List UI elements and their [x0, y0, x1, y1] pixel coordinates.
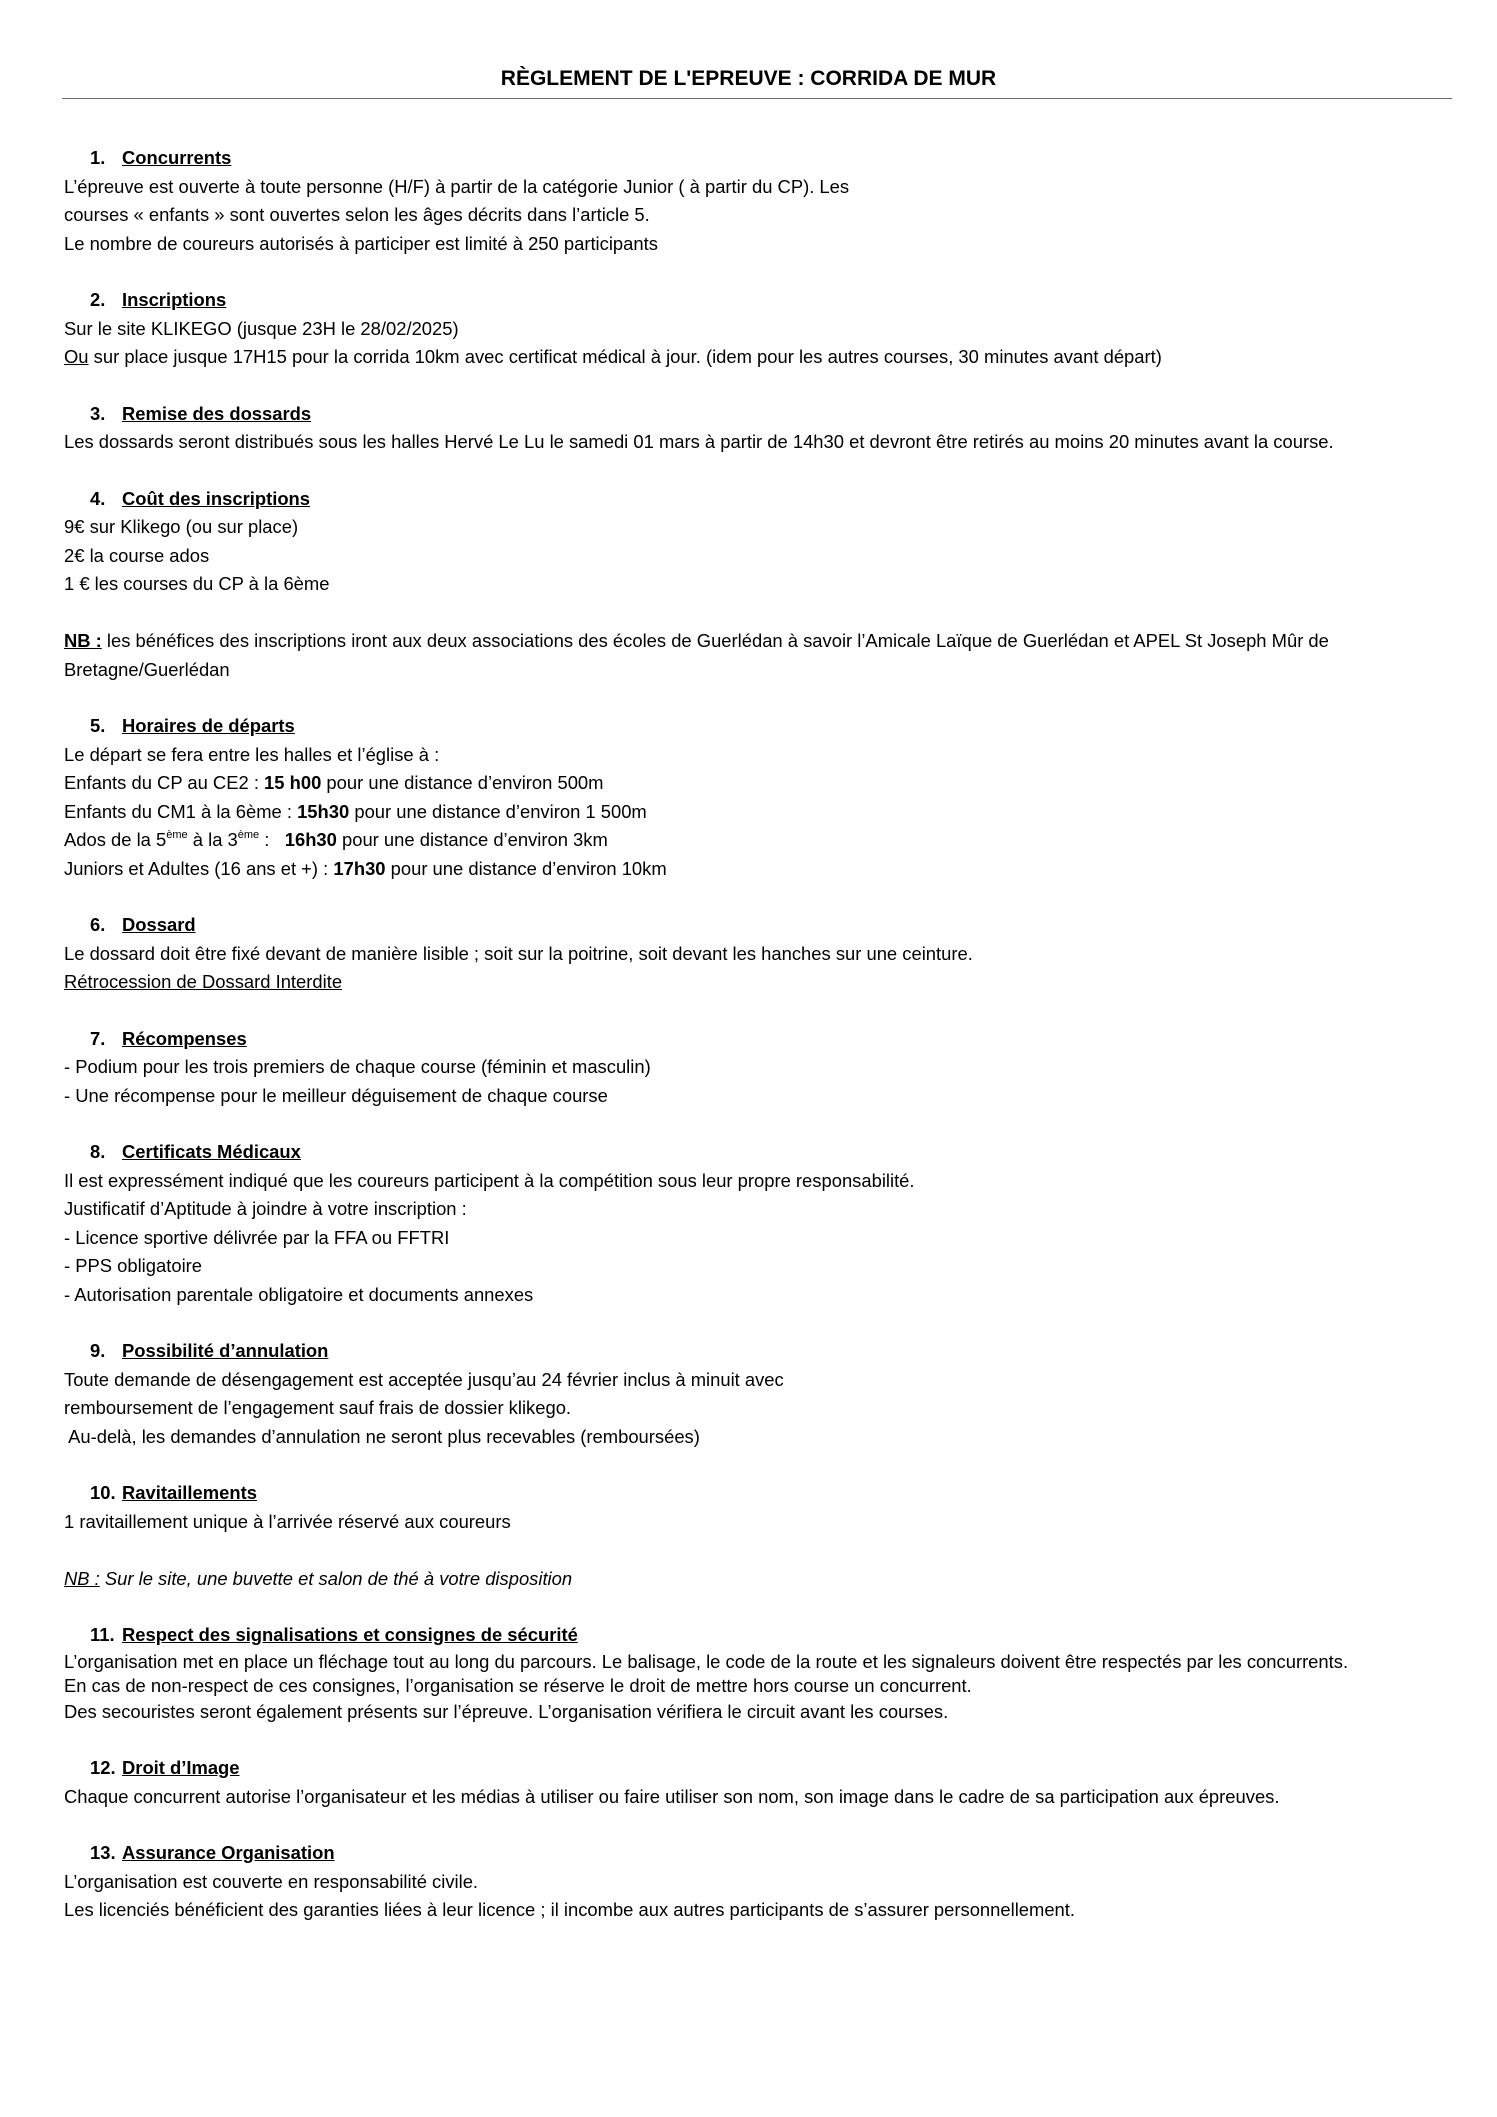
- start-time: 17h30: [333, 857, 386, 879]
- paragraph-line: L’organisation est couverte en responsabilité civile.: [64, 1870, 479, 1892]
- nb-note: [64, 1565, 1444, 1594]
- paragraph-line: Chaque concurrent autorise l’organisateur et les médias à utiliser ou faire utiliser son nom, son image dans le cadre de sa participation aux épreuves.: [64, 1785, 1280, 1807]
- section-title: Concurrents: [122, 147, 232, 168]
- section-heading: [64, 1621, 1444, 1650]
- list-item: - Licence sportive délivrée par la FFA ou FFTRI: [64, 1226, 450, 1248]
- section-title: Respect des signalisations et consignes de sécurité: [122, 1624, 578, 1645]
- section-heading: [64, 1839, 1444, 1868]
- paragraph-line: Justificatif d’Aptitude à joindre à votre inscription :: [64, 1198, 467, 1219]
- race-distance: pour une distance d’environ 10km: [385, 857, 667, 879]
- section-remise-dossards: [64, 400, 1444, 457]
- section-recompenses: [64, 1025, 1444, 1111]
- section-cout-inscriptions: [64, 485, 1444, 685]
- section-title: Récompenses: [122, 1027, 247, 1049]
- nb-text: Sur le site, une buvette et salon de thé à votre disposition: [99, 1567, 573, 1589]
- section-heading: [64, 1337, 1444, 1366]
- list-item: - Une récompense pour le meilleur déguisement de chaque course: [64, 1084, 608, 1106]
- paragraph-line: Les dossards seront distribués sous les halles Hervé Le Lu le samedi 01 mars à partir de 14h30 et devront être retirés au moins 20 minutes avant la course.: [64, 431, 1334, 452]
- paragraph-line: Des secouristes seront également présents sur l’épreuve. L’organisation vérifiera le circuit avant les courses.: [64, 1700, 949, 1722]
- line-text: sur place jusque 17H15 pour la corrida 10km avec certificat médical à jour. (idem pour les autres courses, 30 minutes avant départ): [88, 346, 1162, 367]
- blank-line: [64, 599, 1444, 628]
- list-item: - Podium pour les trois premiers de chaque course (féminin et masculin): [64, 1056, 651, 1077]
- page-title: RÈGLEMENT DE L'EPREUVE : CORRIDA DE MUR: [500, 67, 997, 90]
- document-body: [64, 144, 1444, 1953]
- paragraph-line: Au-delà, les demandes d’annulation ne seront plus recevables (remboursées): [64, 1425, 700, 1447]
- paragraph-line: courses « enfants » sont ouvertes selon les âges décrits dans l’article 5.: [64, 204, 650, 225]
- section-respect-signalisations: [64, 1621, 1444, 1726]
- section-heading: [64, 1479, 1444, 1508]
- section-title: Horaires de départs: [122, 715, 295, 736]
- section-title: Coût des inscriptions: [122, 487, 311, 509]
- paragraph-line: 1 € les courses du CP à la 6ème: [64, 573, 330, 594]
- start-time: 15h30: [297, 800, 350, 822]
- section-heading: [64, 286, 1444, 315]
- underlined-word: Ou: [64, 346, 89, 367]
- race-category: Juniors et Adultes (16 ans et +) :: [64, 857, 334, 879]
- nb-note: [64, 627, 1444, 684]
- paragraph-line: Sur le site KLIKEGO (jusque 23H le 28/02/2025): [64, 317, 459, 339]
- section-title: Possibilité d’annulation: [122, 1340, 329, 1361]
- nb-label: NB :: [64, 1567, 100, 1589]
- section-number: 12.: [90, 1757, 116, 1778]
- paragraph-line: 9€ sur Klikego (ou sur place): [64, 516, 299, 537]
- section-heading: [64, 485, 1444, 514]
- section-droit-image: [64, 1754, 1444, 1811]
- race-distance: pour une distance d’environ 500m: [321, 772, 604, 793]
- section-number: 5.: [90, 715, 106, 736]
- race-category: Enfants du CP au CE2 :: [64, 772, 265, 793]
- schedule-line: [64, 798, 1444, 827]
- section-assurance-organisation: [64, 1839, 1444, 1925]
- start-time: 15 h00: [264, 772, 322, 793]
- section-number: 2.: [90, 289, 106, 310]
- section-number: 1.: [90, 147, 106, 168]
- superscript: ème: [237, 828, 260, 841]
- section-heading: [64, 1138, 1444, 1167]
- blank-line: [64, 1536, 1444, 1565]
- schedule-line: [64, 769, 1444, 798]
- section-number: 10.: [90, 1482, 116, 1503]
- paragraph-line: 2€ la course ados: [64, 544, 210, 566]
- paragraph-line: L’organisation met en place un fléchage tout au long du parcours. Le balisage, le code de la route et les signaleurs doivent être respectés par les concurrents.: [64, 1650, 1349, 1672]
- paragraph-line: Il est expressément indiqué que les coureurs participent à la compétition sous leur propre responsabilité.: [64, 1169, 915, 1191]
- section-heading: [64, 1754, 1444, 1783]
- paragraph-line: En cas de non-respect de ces consignes, l’organisation se réserve le droit de mettre hors course un concurrent.: [64, 1674, 972, 1696]
- section-number: 13.: [90, 1842, 116, 1863]
- section-inscriptions: [64, 286, 1444, 372]
- section-certificats-medicaux: [64, 1138, 1444, 1309]
- paragraph-line: L’épreuve est ouverte à toute personne (H/F) à partir de la catégorie Junior ( à partir du CP). Les: [64, 175, 850, 197]
- schedule-line: [64, 855, 1444, 884]
- section-title: Droit d’Image: [122, 1757, 240, 1778]
- section-heading: [64, 712, 1444, 741]
- race-distance: pour une distance d’environ 1 500m: [349, 800, 647, 822]
- section-heading: [64, 1025, 1444, 1054]
- nb-text: les bénéfices des inscriptions iront aux deux associations des écoles de Guerlédan à savoir l’Amicale Laïque de Guerlédan et APEL St Joseph Mûr de Bretagne/Guerlédan: [64, 630, 1329, 680]
- section-title: Inscriptions: [122, 289, 227, 310]
- paragraph-line: Le nombre de coureurs autorisés à participer est limité à 250 participants: [64, 232, 658, 254]
- section-title: Assurance Organisation: [122, 1842, 335, 1863]
- start-time: 16h30: [284, 829, 337, 850]
- nb-label: NB :: [64, 630, 102, 651]
- paragraph-line: Le départ se fera entre les halles et l’église à :: [64, 743, 440, 765]
- race-category: Enfants du CM1 à la 6ème :: [64, 800, 298, 822]
- section-possibilite-annulation: [64, 1337, 1444, 1451]
- section-title: Dossard: [122, 914, 196, 935]
- race-distance: pour une distance d’environ 3km: [336, 829, 608, 850]
- title-divider: [62, 98, 1452, 99]
- race-category: Ados de la 5: [64, 829, 167, 850]
- separator: :: [259, 829, 285, 850]
- paragraph-line: remboursement de l’engagement sauf frais de dossier klikego.: [64, 1397, 572, 1418]
- section-heading: [64, 144, 1444, 173]
- section-number: 6.: [90, 914, 106, 935]
- section-number: 9.: [90, 1340, 106, 1361]
- section-heading: [64, 400, 1444, 429]
- section-number: 3.: [90, 402, 106, 424]
- paragraph-line: Toute demande de désengagement est acceptée jusqu’au 24 février inclus à minuit avec: [64, 1368, 784, 1390]
- section-title: Ravitaillements: [122, 1482, 257, 1503]
- list-item: - Autorisation parentale obligatoire et documents annexes: [64, 1283, 534, 1305]
- schedule-line: [64, 826, 1444, 855]
- section-number: 4.: [90, 487, 106, 509]
- paragraph-line: 1 ravitaillement unique à l’arrivée réservé aux coureurs: [64, 1510, 511, 1532]
- section-number: 11.: [90, 1624, 115, 1645]
- section-concurrents: [64, 144, 1444, 258]
- paragraph-line: [64, 343, 1444, 372]
- section-number: 8.: [90, 1141, 106, 1162]
- list-item: - PPS obligatoire: [64, 1255, 203, 1276]
- paragraph-line: Le dossard doit être fixé devant de manière lisible ; soit sur la poitrine, soit devant les hanches sur une ceinture.: [64, 942, 973, 964]
- section-title: Certificats Médicaux: [122, 1141, 301, 1162]
- section-ravitaillements: [64, 1479, 1444, 1593]
- underlined-notice: Rétrocession de Dossard Interdite: [64, 971, 343, 992]
- race-category: à la 3: [187, 829, 238, 850]
- section-number: 7.: [90, 1027, 106, 1049]
- section-dossard: [64, 911, 1444, 997]
- paragraph-line: Les licenciés bénéficient des garanties liées à leur licence ; il incombe aux autres participants de s’assurer personnellement.: [64, 1899, 1076, 1920]
- section-horaires-departs: [64, 712, 1444, 883]
- superscript: ème: [166, 828, 188, 841]
- section-title: Remise des dossards: [122, 402, 312, 424]
- section-heading: [64, 911, 1444, 940]
